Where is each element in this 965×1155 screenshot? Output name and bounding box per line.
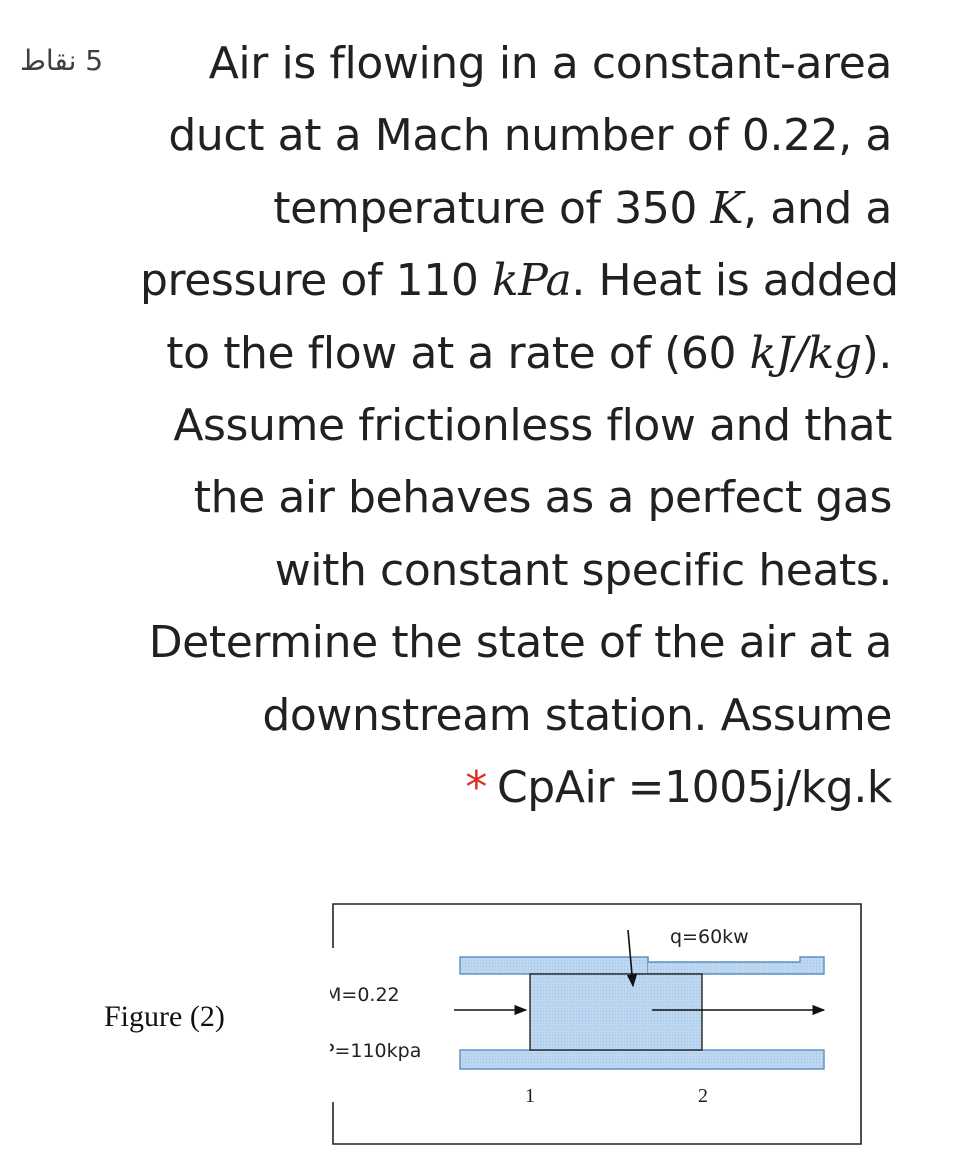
question-line-11: [140, 752, 892, 824]
cp-assumption: CpAir =1005j/kg.k: [496, 762, 892, 814]
question-text: [140, 28, 899, 824]
duct-figure: [330, 900, 870, 1154]
heat-rate-suffix: ).: [861, 327, 892, 379]
question-line-6: Assume frictionless flow and that: [173, 400, 892, 452]
temperature-unit: K: [710, 182, 744, 234]
heat-rate-unit: kJ/kg: [749, 327, 862, 379]
pressure-suffix: . Heat is added: [571, 255, 899, 307]
required-asterisk: *: [465, 762, 487, 814]
question-line-9: Determine the state of the air at a: [148, 617, 892, 669]
figure-label: Figure (2): [104, 1000, 225, 1033]
station-1-label: 1: [525, 1085, 535, 1107]
upper-wall-left: [460, 957, 648, 974]
heat-rate-text: to the flow at a rate of (60: [166, 327, 750, 379]
control-volume: [530, 974, 702, 1050]
question-line-1: Air is flowing in a constant-area: [208, 38, 892, 89]
points-label: 5 نقاط: [20, 44, 104, 77]
pressure-text: pressure of 110: [140, 255, 493, 307]
pressure-unit: kPa: [492, 255, 572, 307]
temperature-suffix: , and a: [743, 182, 892, 234]
heat-label: q=60kw: [670, 926, 749, 948]
question-line-10: downstream station. Assume: [262, 689, 892, 741]
mach-label: M=0.22: [330, 984, 400, 1006]
question-line-8: with constant specific heats.: [274, 544, 892, 596]
question-line-5: [140, 318, 892, 390]
duct-diagram: [330, 900, 870, 1150]
upper-wall-right: [648, 957, 824, 974]
question-line-4: [140, 245, 899, 317]
station-2-label: 2: [698, 1085, 708, 1107]
lower-wall: [460, 1050, 824, 1069]
question-line-3: [140, 173, 892, 245]
question-line-2: duct at a Mach number of 0.22, a: [168, 110, 892, 162]
temperature-text: temperature of 350: [273, 182, 711, 234]
question-line-7: the air behaves as a perfect gas: [193, 472, 892, 524]
pressure-label: P=110kpa: [330, 1040, 422, 1062]
